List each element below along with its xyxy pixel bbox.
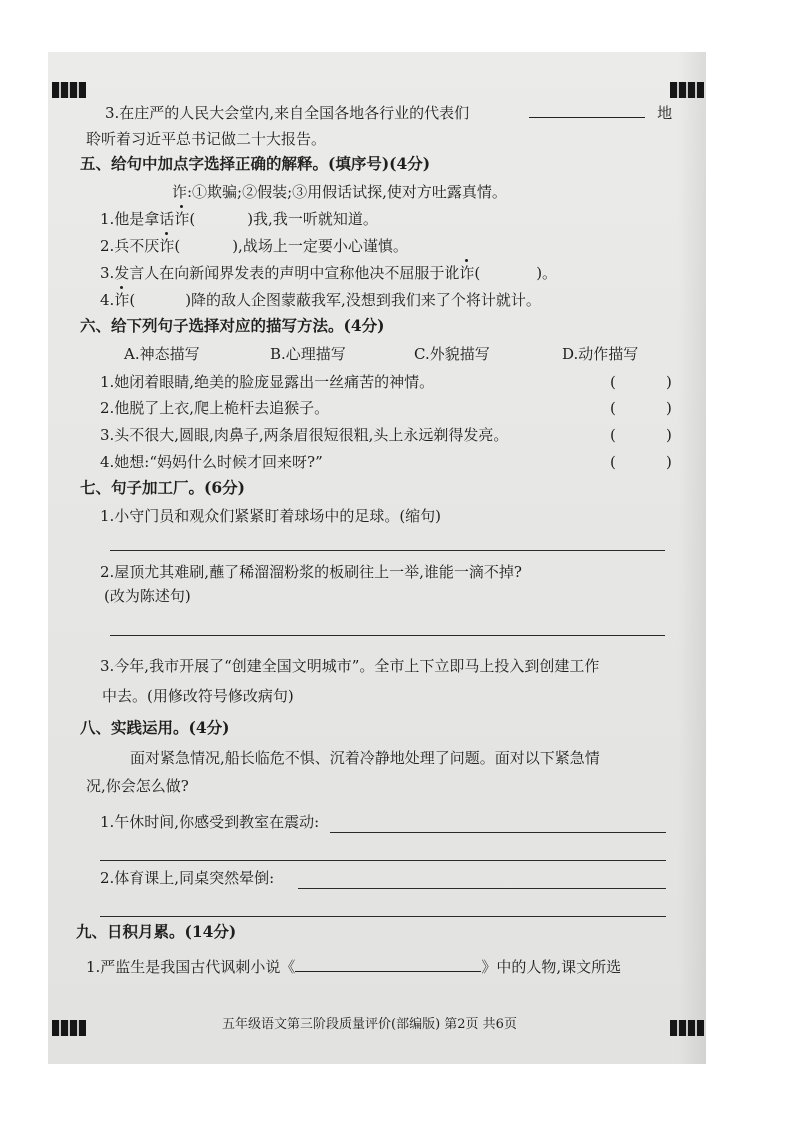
- item-text: 1.他是拿话: [100, 210, 175, 228]
- section-7-q1: 1.小守门员和观众们紧紧盯着球场中的足球。(缩句): [100, 507, 442, 525]
- q1-text-a: 1.严监生是我国古代讽刺小说《: [86, 958, 296, 976]
- paren-close: )。: [536, 264, 558, 282]
- registration-mark-bottom-left: [52, 1020, 86, 1036]
- section-5-item-3: [100, 263, 557, 283]
- registration-mark-bottom-right: [670, 1020, 704, 1036]
- section-5-definition: 诈:①欺骗;②假装;③用假话试探,使对方吐露真情。: [172, 183, 507, 201]
- section-5-item-1: [100, 209, 378, 229]
- section-8-q2-answer-line-1[interactable]: [298, 888, 666, 889]
- option-c: C.外貌描写: [414, 345, 490, 363]
- section-8-title: 八、实践运用。(4分): [80, 718, 230, 737]
- section-7-q1-answer-line[interactable]: [110, 550, 665, 551]
- section-6-item-2: 2.他脱了上衣,爬上桅杆去追猴子。: [100, 399, 330, 417]
- item-text: 3.发言人在向新闻界发表的声明中宣称他决不屈服于讹: [100, 264, 460, 282]
- section-7-q3-line-2: 中去。(用修改符号修改病句): [102, 687, 294, 705]
- section-6-title: 六、给下列句子选择对应的描写方法。(4分): [80, 316, 385, 335]
- item-text: ,战场上一定要小心谨慎。: [238, 237, 408, 255]
- answer-space[interactable]: [480, 263, 536, 278]
- q3-text-b: 地: [657, 104, 673, 122]
- section-8-q2: 2.体育课上,同桌突然晕倒:: [100, 869, 275, 887]
- q3-line-2: 聆听着习近平总书记做二十大报告。: [86, 130, 327, 148]
- option-d: D.动作描写: [562, 345, 639, 363]
- answer-space[interactable]: [135, 290, 185, 305]
- option-b: B.心理描写: [270, 345, 346, 363]
- section-8-q1: 1.午休时间,你感受到教室在震动:: [100, 813, 320, 831]
- section-5-title: 五、给句中加点字选择正确的解释。(填序号)(4分): [80, 154, 431, 173]
- registration-mark-top-left: [52, 82, 86, 98]
- novel-title-blank[interactable]: [295, 956, 481, 972]
- answer-paren-open-1: (: [610, 373, 616, 391]
- exam-page: [48, 52, 706, 1064]
- q3-line-1: [105, 102, 672, 123]
- page-fold-shadow: [678, 52, 706, 1064]
- paren-open: (: [189, 210, 196, 228]
- dotted-char: 诈: [159, 237, 175, 255]
- item-text: 降的敌人企图蒙蔽我军,没想到我们来了个将计就计。: [191, 291, 541, 309]
- item-text: 4.: [100, 291, 115, 309]
- answer-space[interactable]: [180, 236, 232, 251]
- section-9-title: 九、日积月累。(14分): [76, 922, 237, 941]
- section-7-q2-line-2: (改为陈述句): [104, 587, 191, 605]
- answer-space[interactable]: [195, 209, 247, 224]
- item-text: 2.兵不厌: [100, 237, 160, 255]
- answer-paren-close-2[interactable]: ): [666, 399, 672, 417]
- section-8-q2-answer-line-2[interactable]: [100, 916, 666, 917]
- paren-open: (: [174, 237, 181, 255]
- answer-paren-close-1[interactable]: ): [666, 373, 672, 391]
- answer-paren-close-4[interactable]: ): [666, 453, 672, 471]
- answer-paren-open-3: (: [610, 426, 616, 444]
- q3-answer-blank[interactable]: [529, 102, 645, 118]
- section-9-q1: [86, 956, 621, 977]
- page-footer: 五年级语文第三阶段质量评价(部编版) 第2页 共6页: [222, 1017, 517, 1032]
- section-8-q1-answer-line-2[interactable]: [100, 860, 666, 861]
- section-8-intro-line-2: 况,你会怎么做?: [86, 777, 189, 795]
- section-6-item-3: 3.头不很大,圆眼,肉鼻子,两条眉很短很粗,头上永远剃得发亮。: [100, 426, 509, 444]
- option-a: A.神态描写: [124, 345, 200, 363]
- answer-paren-open-4: (: [610, 453, 616, 471]
- answer-paren-close-3[interactable]: ): [666, 426, 672, 444]
- paren-close: ): [247, 210, 254, 228]
- section-7-q3-line-1: 3.今年,我市开展了“创建全国文明城市”。全市上下立即马上投入到创建工作: [100, 657, 600, 675]
- section-5-item-4: [100, 290, 541, 310]
- dotted-char: 诈: [174, 210, 190, 228]
- section-7-q2-answer-line[interactable]: [110, 635, 665, 636]
- section-6-item-1: 1.她闭着眼睛,绝美的脸庞显露出一丝痛苦的神情。: [100, 373, 435, 391]
- answer-paren-open-2: (: [610, 399, 616, 417]
- section-7-title: 七、句子加工厂。(6分): [80, 478, 245, 497]
- section-5-item-2: [100, 236, 408, 256]
- q3-text-a: 3.在庄严的人民大会堂内,来自全国各地各行业的代表们: [105, 104, 470, 122]
- item-text: 我,我一听就知道。: [253, 210, 378, 228]
- section-7-q2-line-1: 2.屋顶尤其难刷,蘸了稀溜溜粉浆的板刷往上一举,谁能一滴不掉?: [100, 563, 522, 581]
- section-8-intro-line-1: 面对紧急情况,船长临危不惧、沉着冷静地处理了问题。面对以下紧急情: [130, 749, 600, 767]
- section-8-q1-answer-line-1[interactable]: [330, 832, 666, 833]
- paren-open: (: [474, 264, 481, 282]
- section-6-item-4: 4.她想:“妈妈什么时候才回来呀?”: [100, 453, 323, 471]
- q1-text-b: 》中的人物,课文所选: [481, 958, 622, 976]
- registration-mark-top-right: [670, 82, 704, 98]
- dotted-char: 诈: [459, 264, 475, 282]
- paren-open: (: [129, 291, 136, 309]
- paren-close: ): [232, 237, 239, 255]
- paren-close: ): [185, 291, 192, 309]
- dotted-char: 诈: [114, 291, 130, 309]
